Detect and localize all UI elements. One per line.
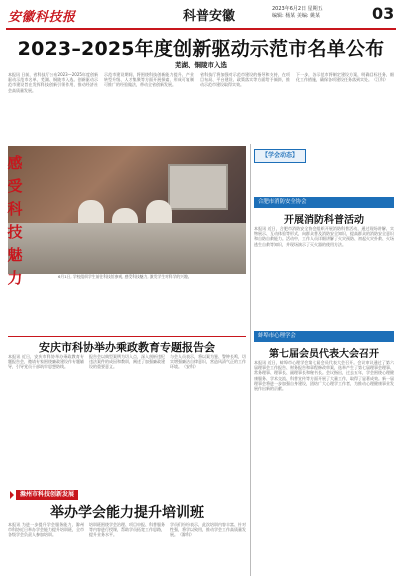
mid-article-col1: 本报讯 近日，安庆市科协举办乘政教育专题报告会，邀请专家围绕廉政建设作专题辅导，引导党员干部筑牢思想防线。: [8, 354, 84, 370]
item2-body: 本报讯 近日，蚌埠市心理学会第七届会员代表大会召开。会议审议通过了第六届理事会工作报告、财务报告和章程修改草案，选举产生了第七届理事会理事、常务理事、理事长、副理事长和秘书长。会议指出，过去五年，学会围绕心理健康服务、学术交流、科普宣传等方面开展了大量工作，取得了显著成效。新一届理事会将进一步加强自身建设，团结广大心理学工作者，为推动心理健康事业发展作出新的贡献。: [254, 360, 394, 392]
news-photo: [8, 146, 246, 274]
side-banner: [4, 152, 26, 290]
newspaper-title: 安徽科技报: [8, 10, 76, 25]
mid-article-col3: 与会人员表示，将以案为鉴、警钟长鸣，切实增强廉洁自律意识，营造风清气正的工作环境。（安科）: [170, 354, 246, 370]
lead-article-col2: 示范市建设期间，将围绕科技创新能力提升、产业转型升级、人才集聚等方面开展探索，形成可复制可推广的经验做法，带动全省创新发展。: [104, 72, 194, 88]
photo-foreground: [8, 223, 246, 274]
page-number: 03: [372, 4, 395, 23]
lead-article-col1: 本报讯 日前，省科技厅公布2023—2025年度创新驱动示范市名单，芜湖、铜陵市入选。创新驱动示范市建设旨在发挥科技创新引领作用，推动经济社会高质量发展。: [8, 72, 98, 93]
item1-headline: 开展消防科普活动: [284, 215, 364, 226]
tag-arrow-icon: [10, 491, 14, 499]
mid-headline: 安庆市科协举办乘政教育专题报告会: [39, 341, 215, 354]
bottom-article-col3: 学员们纷纷表示，此次培训内容丰富、针对性强，将学以致用，推动学会工作高质量发展。（滁科）: [170, 522, 246, 538]
banner-char: 科: [7, 200, 23, 218]
issue-meta: [272, 6, 372, 20]
bottom-headline: 举办学会能力提升培训班: [50, 505, 204, 521]
banner-char: 技: [7, 223, 23, 241]
banner-char: 力: [7, 269, 23, 287]
bottom-tag-label: 滁州市科技创新发展: [16, 490, 78, 500]
issue-editors: 编辑: 杨某 美编: 姚某: [272, 13, 321, 19]
photo-caption: 6月1日, 学校组织学生前往科技馆参观, 感受科技魅力, 激发学生对科学的兴趣。: [58, 274, 192, 279]
main-headline: 2023–2025年度创新驱动示范市名单公布: [17, 38, 385, 60]
lead-article-col3: 省科技厅将加强对示范市建设的指导和支持，在项目布局、平台建设、政策落实等方面给予倾斜，推动示范市建设取得实效。: [200, 72, 290, 88]
masthead-rule: [6, 28, 396, 30]
item2-headline: 第七届会员代表大会召开: [269, 349, 379, 360]
section-title: 科普安徽: [182, 9, 235, 24]
item1-body: 本报讯 近日，合肥市消防安全协会组织开展消防科普活动，通过现场讲解、实物展示、互动体验等形式，向群众普及消防安全知识，提高群众的消防安全意识和自防自救能力。活动中，工作人员详细讲解了火灾预防、初起火灾扑救、火场逃生自救等知识，并现场演示了灭火器的使用方法。: [254, 226, 394, 247]
main-subhead: 芜湖、铜陵市入选: [175, 61, 227, 69]
issue-date: 2023年6月2日 星期五: [272, 6, 323, 12]
banner-char: 受: [7, 177, 23, 195]
column-divider: [250, 144, 251, 576]
mid-rule-top: [8, 336, 246, 337]
masthead: [6, 4, 396, 30]
bottom-article-col1: 本报讯 为进一步提升学会服务能力，滁州市科协近日举办学会能力提升培训班，全市各级学会负责人参加培训。: [8, 522, 84, 538]
column-badge: 【学会动态】: [254, 149, 306, 163]
photo-exhibit: [168, 164, 228, 210]
bottom-article-col2: 培训班围绕学会治理、项目申报、科普服务等内容进行授课，帮助学员拓宽工作思路，提升业务水平。: [89, 522, 165, 538]
bottom-tag: [10, 490, 140, 500]
item2-tag: 蚌埠市心理学会: [254, 331, 394, 342]
banner-char: 魅: [7, 246, 23, 264]
item1-tag: 合肥市消防安全协会: [254, 197, 394, 208]
banner-char: 感: [7, 154, 23, 172]
mid-article-col2: 报告会以典型案例为切入点，深入剖析违纪违法案件的成因和教训，阐述了加强廉政建设的重要意义。: [89, 354, 165, 370]
lead-article-col4: 下一步，各示范市将制定建设方案，明确目标任务，细化工作措施，确保各项建设任务落到实处。（江科）: [296, 72, 394, 83]
